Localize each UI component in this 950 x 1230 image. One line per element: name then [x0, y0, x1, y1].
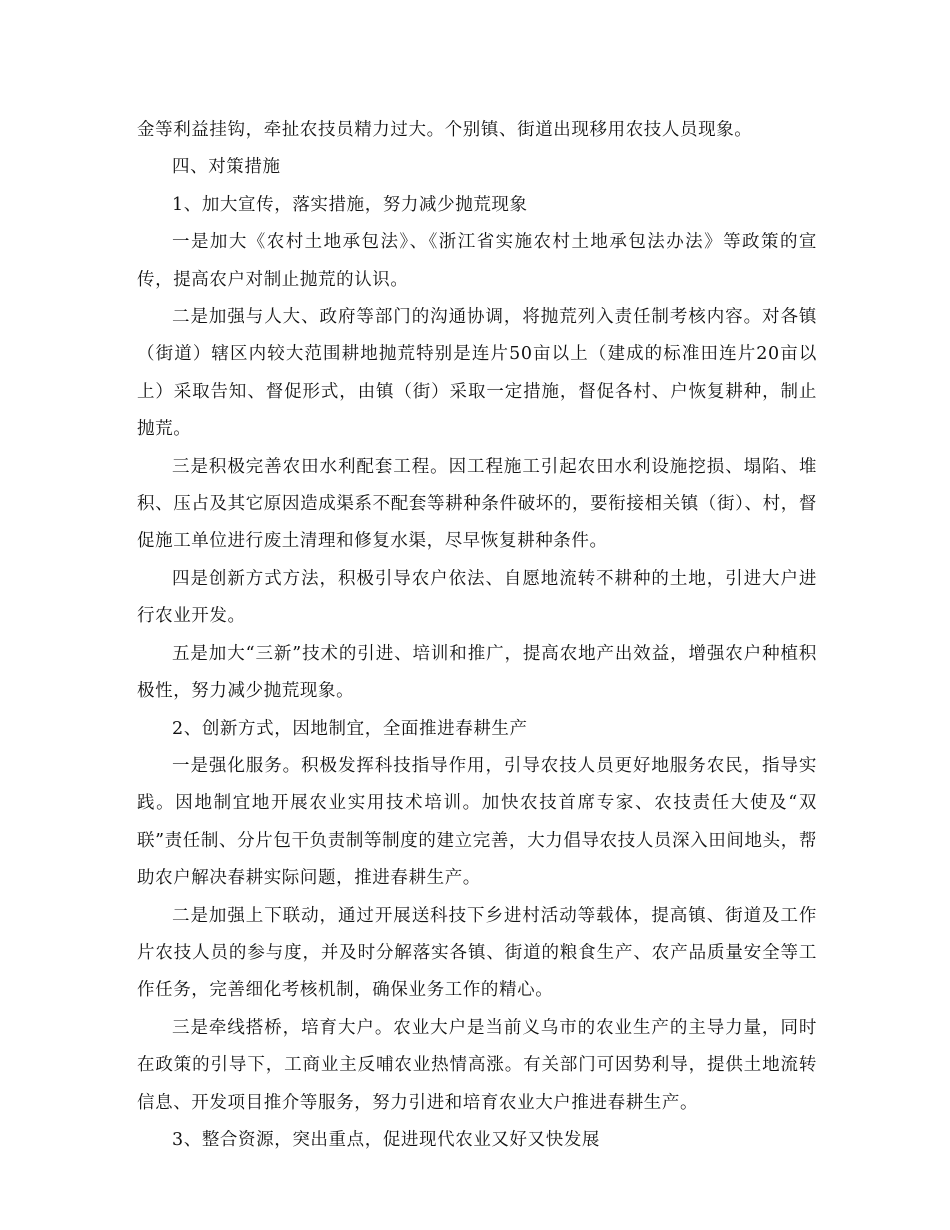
- subheading-2: 2、创新方式，因地制宜，全面推进春耕生产: [172, 718, 528, 739]
- section-heading-countermeasures: 四、对策措施: [172, 157, 281, 178]
- paragraph: 一是强化服务。积极发挥科技指导作用，引导农技人员更好地服务农民，指导实践。因地制宜地开展农业实用技术培训。加快农技首席专家、农技责任大使及“双联”责任制、分片包干负责制等制度的建立完善，大力倡导农技人员深入田间地头，帮助农户解决春耕实际问题，推进春耕生产。: [137, 755, 817, 889]
- paragraph-continuation: 金等利益挂钩，牵扯农技员精力过大。个别镇、街道出现移用农技人员现象。: [137, 120, 753, 140]
- paragraph: 二是加强与人大、政府等部门的沟通协调，将抛荒列入责任制考核内容。对各镇（街道）辖区内较大范围耕地抛荒特别是连片50亩以上（建成的标准田连片20亩以上）采取告知、督促形式，由镇（街）采取一定措施，督促各村、户恢复耕种，制止抛荒。: [137, 307, 817, 440]
- paragraph: 一是加大《农村土地承包法》、《浙江省实施农村土地承包法办法》等政策的宣传，提高农户对制止抛荒的认识。: [137, 232, 817, 290]
- paragraph: 三是积极完善农田水利配套工程。因工程施工引起农田水利设施挖损、塌陷、堆积、压占及其它原因造成渠系不配套等耕种条件破坏的，要衔接相关镇（街）、村，督促施工单位进行废土清理和修复水渠，尽早恢复耕种条件。: [137, 456, 817, 552]
- subheading-3: 3、整合资源，突出重点，促进现代农业又好又快发展: [172, 1129, 601, 1150]
- paragraph: 三是牵线搭桥，培育大户。农业大户是当前义乌市的农业生产的主导力量，同时在政策的引导下，工商业主反哺农业热情高涨。有关部门可因势利导，提供土地流转信息、开发项目推介等服务，努力引进和培育农业大户推进春耕生产。: [137, 1017, 817, 1113]
- paragraph: 四是创新方式方法，积极引导农户依法、自愿地流转不耕种的土地，引进大户进行农业开发。: [137, 568, 817, 627]
- subheading-1: 1、加大宣传，落实措施，努力减少抛荒现象: [172, 194, 528, 215]
- document-body: [137, 112, 817, 1159]
- paragraph: 二是加强上下联动，通过开展送科技下乡进村活动等载体，提高镇、街道及工作片农技人员的参与度，并及时分解落实各镇、街道的粮食生产、农产品质量安全等工作任务，完善细化考核机制，确保业务工作的精心。: [137, 905, 817, 1001]
- paragraph: 五是加大“三新”技术的引进、培训和推广，提高农地产出效益，增强农户种植积极性，努力减少抛荒现象。: [137, 643, 817, 702]
